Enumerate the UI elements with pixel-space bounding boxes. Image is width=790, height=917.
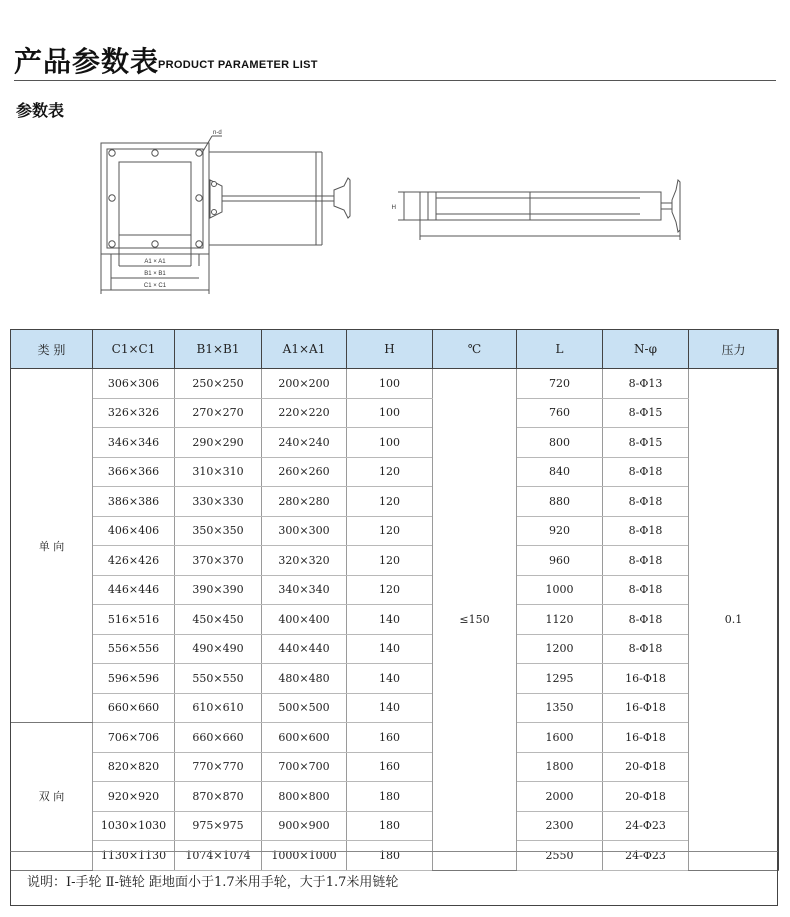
cell-b1: 770×770 xyxy=(175,752,262,782)
cell-h: 140 xyxy=(347,605,433,635)
cell-a1: 900×900 xyxy=(262,811,347,841)
cell-n: 8-Φ13 xyxy=(603,369,689,399)
cell-b1: 610×610 xyxy=(175,693,262,723)
cell-b1: 330×330 xyxy=(175,487,262,517)
cell-b1: 660×660 xyxy=(175,723,262,753)
cell-n: 20-Φ18 xyxy=(603,752,689,782)
cell-b1: 975×975 xyxy=(175,811,262,841)
cell-a1: 320×320 xyxy=(262,546,347,576)
cell-h: 140 xyxy=(347,693,433,723)
cell-h: 100 xyxy=(347,398,433,428)
cell-n: 8-Φ18 xyxy=(603,516,689,546)
cell-a1: 340×340 xyxy=(262,575,347,605)
cell-a1: 240×240 xyxy=(262,428,347,458)
cell-l: 920 xyxy=(517,516,603,546)
cell-n: 8-Φ18 xyxy=(603,605,689,635)
cell-c1: 386×386 xyxy=(93,487,175,517)
cell-n: 24-Φ23 xyxy=(603,811,689,841)
page-subtitle-en: PRODUCT PARAMETER LIST xyxy=(158,59,318,71)
cell-l: 2000 xyxy=(517,782,603,812)
cell-a1: 400×400 xyxy=(262,605,347,635)
header-temperature: ℃ xyxy=(433,330,517,369)
header-n-phi: N-φ xyxy=(603,330,689,369)
footnote xyxy=(10,851,778,906)
cell-c1: 326×326 xyxy=(93,398,175,428)
cell-n: 8-Φ18 xyxy=(603,487,689,517)
cell-c1: 820×820 xyxy=(93,752,175,782)
cell-n: 20-Φ18 xyxy=(603,782,689,812)
cell-a1: 800×800 xyxy=(262,782,347,812)
cell-h: 160 xyxy=(347,752,433,782)
cell-h: 180 xyxy=(347,841,433,871)
cell-b1: 390×390 xyxy=(175,575,262,605)
cell-n: 16-Φ18 xyxy=(603,664,689,694)
cell-b1: 310×310 xyxy=(175,457,262,487)
cell-n: 16-Φ18 xyxy=(603,693,689,723)
cell-l: 1600 xyxy=(517,723,603,753)
category-cell: 单 向 xyxy=(11,369,93,723)
cell-l: 720 xyxy=(517,369,603,399)
cell-b1: 370×370 xyxy=(175,546,262,576)
cell-n: 24-Φ23 xyxy=(603,841,689,871)
cell-a1: 480×480 xyxy=(262,664,347,694)
cell-c1: 426×426 xyxy=(93,546,175,576)
label-a1: A1 × A1 xyxy=(144,259,166,265)
cell-c1: 1030×1030 xyxy=(93,811,175,841)
cell-l: 1200 xyxy=(517,634,603,664)
cell-a1: 260×260 xyxy=(262,457,347,487)
cell-h: 180 xyxy=(347,811,433,841)
cell-h: 120 xyxy=(347,487,433,517)
cell-l: 800 xyxy=(517,428,603,458)
header-c1: C1×C1 xyxy=(93,330,175,369)
category-cell: 双 向 xyxy=(11,723,93,871)
section-title: 参数表 xyxy=(16,101,65,120)
cell-n: 8-Φ18 xyxy=(603,575,689,605)
cell-c1: 660×660 xyxy=(93,693,175,723)
header-l: L xyxy=(517,330,603,369)
page-title: 产品参数表 xyxy=(14,45,160,78)
cell-c1: 406×406 xyxy=(93,516,175,546)
cell-h: 120 xyxy=(347,457,433,487)
header-a1: A1×A1 xyxy=(262,330,347,369)
cell-b1: 250×250 xyxy=(175,369,262,399)
footnote-text: 说明：Ⅰ-手轮 Ⅱ-链轮 距地面小于1.7米用手轮，大于1.7米用链轮 xyxy=(27,875,399,890)
cell-a1: 280×280 xyxy=(262,487,347,517)
cell-a1: 700×700 xyxy=(262,752,347,782)
cell-l: 1295 xyxy=(517,664,603,694)
cell-c1: 920×920 xyxy=(93,782,175,812)
cell-n: 8-Φ15 xyxy=(603,428,689,458)
cell-c1: 346×346 xyxy=(93,428,175,458)
cell-c1: 366×366 xyxy=(93,457,175,487)
cell-a1: 1000×1000 xyxy=(262,841,347,871)
cell-b1: 550×550 xyxy=(175,664,262,694)
cell-n: 8-Φ15 xyxy=(603,398,689,428)
cell-h: 180 xyxy=(347,782,433,812)
cell-c1: 306×306 xyxy=(93,369,175,399)
cell-h: 120 xyxy=(347,516,433,546)
label-h: H xyxy=(391,205,396,211)
cell-n: 16-Φ18 xyxy=(603,723,689,753)
cell-b1: 290×290 xyxy=(175,428,262,458)
cell-n: 8-Φ18 xyxy=(603,546,689,576)
cell-a1: 500×500 xyxy=(262,693,347,723)
cell-l: 760 xyxy=(517,398,603,428)
cell-h: 160 xyxy=(347,723,433,753)
cell-c1: 516×516 xyxy=(93,605,175,635)
pressure-cell: 0.1 xyxy=(689,369,779,871)
label-nd: n-d xyxy=(213,130,222,136)
cell-a1: 220×220 xyxy=(262,398,347,428)
cell-l: 2550 xyxy=(517,841,603,871)
cell-h: 140 xyxy=(347,634,433,664)
valve-opening xyxy=(119,162,191,235)
cell-c1: 446×446 xyxy=(93,575,175,605)
cell-a1: 300×300 xyxy=(262,516,347,546)
cell-a1: 600×600 xyxy=(262,723,347,753)
cell-b1: 450×450 xyxy=(175,605,262,635)
cell-c1: 596×596 xyxy=(93,664,175,694)
cell-n: 8-Φ18 xyxy=(603,457,689,487)
cell-b1: 350×350 xyxy=(175,516,262,546)
cell-l: 1800 xyxy=(517,752,603,782)
cell-b1: 270×270 xyxy=(175,398,262,428)
cell-l: 1350 xyxy=(517,693,603,723)
cell-a1: 200×200 xyxy=(262,369,347,399)
cell-h: 140 xyxy=(347,664,433,694)
cell-l: 960 xyxy=(517,546,603,576)
flange-inner xyxy=(107,149,203,248)
header-category: 类 别 xyxy=(11,330,93,369)
cell-b1: 870×870 xyxy=(175,782,262,812)
cell-b1: 490×490 xyxy=(175,634,262,664)
cell-c1: 556×556 xyxy=(93,634,175,664)
cell-a1: 440×440 xyxy=(262,634,347,664)
cell-l: 2300 xyxy=(517,811,603,841)
cell-c1: 1130×1130 xyxy=(93,841,175,871)
label-c1: C1 × C1 xyxy=(143,283,167,289)
header-b1: B1×B1 xyxy=(175,330,262,369)
cell-l: 1120 xyxy=(517,605,603,635)
flange-outer xyxy=(101,143,209,254)
temperature-cell: ≤150 xyxy=(433,369,517,871)
cell-b1: 1074×1074 xyxy=(175,841,262,871)
cell-h: 100 xyxy=(347,428,433,458)
technical-drawing xyxy=(0,0,790,320)
side-view-body xyxy=(420,192,661,220)
cell-h: 120 xyxy=(347,546,433,576)
cell-n: 8-Φ18 xyxy=(603,634,689,664)
cell-l: 880 xyxy=(517,487,603,517)
cell-h: 120 xyxy=(347,575,433,605)
cell-c1: 706×706 xyxy=(93,723,175,753)
label-b1: B1 × B1 xyxy=(144,271,166,277)
cell-h: 100 xyxy=(347,369,433,399)
cell-l: 840 xyxy=(517,457,603,487)
header-h: H xyxy=(347,330,433,369)
table-frame xyxy=(10,329,778,906)
header-pressure: 压力 xyxy=(689,330,779,369)
cell-l: 1000 xyxy=(517,575,603,605)
